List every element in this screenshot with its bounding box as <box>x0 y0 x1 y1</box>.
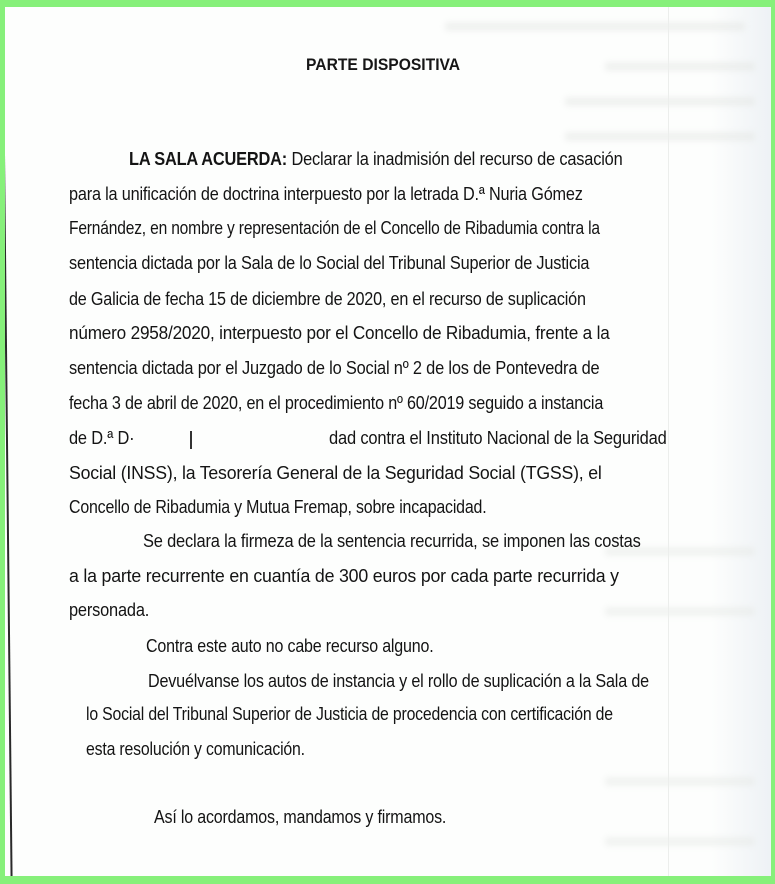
sala-acuerda-lead: LA SALA ACUERDA: <box>129 149 288 169</box>
paragraph-4-line-3: esta resolución y comunicación. <box>86 739 305 759</box>
paragraph-1-line-9-start: de D.ª D· <box>69 428 135 448</box>
paragraph-4-line-1: Devuélvanse los autos de instancia y el rollo de suplicación a la Sala de <box>148 671 649 691</box>
paragraph-1-line-8: fecha 3 de abril de 2020, en el procedimiento nº 60/2019 seguido a instancia <box>69 393 604 413</box>
paragraph-3: Contra este auto no cabe recurso alguno. <box>146 636 434 656</box>
paragraph-4-line-2: lo Social del Tribunal Superior de Justicia de procedencia con certificación de <box>86 704 613 724</box>
paragraph-2-line-1: Se declara la firmeza de la sentencia recurrida, se imponen las costas <box>143 531 641 551</box>
paragraph-2-line-2: a la parte recurrente en cuantía de 300 euros por cada parte recurrida y <box>69 566 619 586</box>
paragraph-1-line-3: Fernández, en nombre y representación de el Concello de Ribadumia contra la <box>69 218 600 238</box>
paragraph-1-line-11: Concello de Ribadumia y Mutua Fremap, sobre incapacidad. <box>69 497 487 517</box>
paragraph-1-line-6: número 2958/2020, interpuesto por el Concello de Ribadumia, frente a la <box>69 323 610 343</box>
paragraph-1-line-5: de Galicia de fecha 15 de diciembre de 2020, en el recurso de suplicación <box>69 289 586 309</box>
scanned-page <box>5 7 771 876</box>
closing-statement: Así lo acordamos, mandamos y firmamos. <box>154 807 447 827</box>
paragraph-1-line-1 <box>129 149 623 170</box>
paragraph-1-line-7: sentencia dictada por el Juzgado de lo Social nº 2 de los de Pontevedra de <box>69 358 600 378</box>
text-line: Declarar la inadmisión del recurso de casación <box>291 149 623 169</box>
paragraph-1-line-2: para la unificación de doctrina interpuesto por la letrada D.ª Nuria Gómez <box>69 184 583 204</box>
paragraph-1-line-9-end: dad contra el Instituto Nacional de la Seguridad <box>329 428 667 448</box>
paragraph-1-line-10: Social (INSS), la Tesorería General de la Seguridad Social (TGSS), el <box>69 463 602 483</box>
redaction-mark <box>190 431 192 449</box>
paragraph-2-line-3: personada. <box>69 600 150 620</box>
paragraph-1-line-4: sentencia dictada por la Sala de lo Social del Tribunal Superior de Justicia <box>69 253 590 273</box>
section-heading: PARTE DISPOSITIVA <box>306 55 461 74</box>
